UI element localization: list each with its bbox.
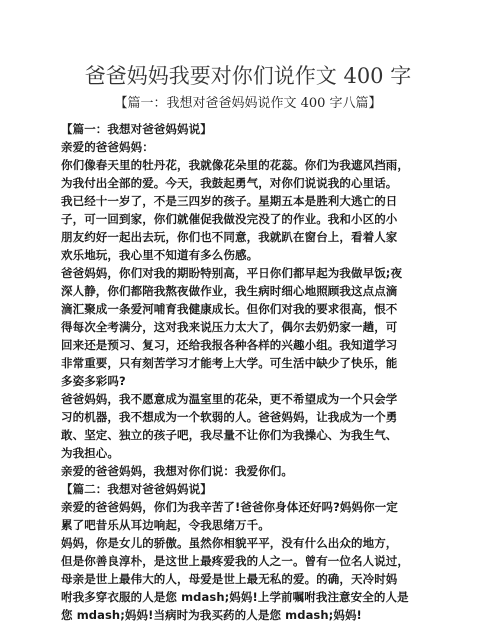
text-line: 【篇二：我想对爸爸妈妈说】 <box>61 482 212 496</box>
text-line: 习的机器，我不想成为一个软弱的人。爸爸妈妈，让我成为一个勇 <box>61 410 398 424</box>
text-line: 子，可一回到家，你们就催促我做没完没了的作业。我和小区的小 <box>61 212 398 226</box>
text-line: 我已经十一岁了，不是三四岁的孩子。星期五本是胜利大逃亡的日 <box>61 194 398 208</box>
text-line: 【篇一：我想对爸爸妈妈说】 <box>61 122 212 136</box>
text-line: 爸爸妈妈，我不愿意成为温室里的花朵，更不希望成为一个只会学 <box>61 392 398 406</box>
article-body <box>61 120 441 624</box>
text-line: 你们像春天里的牡丹花，我就像花朵里的花蕊。你们为我遮风挡雨， <box>61 158 409 172</box>
text-line: 为我付出全部的爱。今天，我鼓起勇气，对你们说说我的心里话。 <box>61 176 398 190</box>
page-subtitle: 【篇一：我想对爸爸妈妈说作文 400 字八篇】 <box>114 96 382 111</box>
text-line: 深人静，你们都陪我熬夜做作业，我生病时细心地照顾我这点点滴 <box>61 284 398 298</box>
text-line: 滴汇聚成一条爱河哺育我健康成长。但你们对我的要求很高，恨不 <box>61 302 398 316</box>
text-line: 母亲是世上最伟大的人，母爱是世上最无私的爱。的确，天冷时妈 <box>61 572 398 586</box>
text-line: 咐我多穿衣服的人是您 mdash;妈妈!上学前嘱咐我注意安全的人是 <box>61 590 409 604</box>
text-line: 回来还是预习、复习，还给我报各种各样的兴趣小组。我知道学习 <box>61 338 398 352</box>
text-line: 您 mdash;妈妈!当病时为我买药的人是您 mdash;妈妈! <box>61 608 362 622</box>
text-line: 得每次全考满分，这对我来说压力太大了，偶尔去奶奶家一趟，可 <box>61 320 398 334</box>
text-line: 敢、坚定、独立的孩子吧，我尽量不让你们为我操心、为我生气、 <box>61 428 398 442</box>
text-line: 但是你善良淳朴，是这世上最疼爱我的人之一。曾有一位名人说过， <box>61 554 409 568</box>
text-line: 亲爱的爸爸妈妈，你们为我辛苦了!爸爸你身体还好吗?妈妈你一定 <box>61 500 398 514</box>
text-line: 累了吧昔乐从耳边响起，令我思绪万千。 <box>61 518 270 532</box>
text-line: 非常重要，只有刻苦学习才能考上大学。可生活中缺少了快乐，能 <box>61 356 398 370</box>
text-line: 亲爱的爸爸妈妈： <box>61 140 154 154</box>
text-line: 为我担心。 <box>61 446 119 460</box>
page-title: 爸爸妈妈我要对你们说作文 400 字 <box>84 64 412 88</box>
text-line: 爸爸妈妈，你们对我的期盼特别高，平日你们都早起为我做早饭;夜 <box>61 266 403 280</box>
text-line: 多姿多彩吗? <box>61 374 126 388</box>
text-line: 妈妈，你是女儿的骄傲。虽然你相貌平平，没有什么出众的地方， <box>61 536 398 550</box>
text-line: 朋友约好一起出去玩，你们也不同意，我就趴在窗台上，看着人家 <box>61 230 398 244</box>
text-line: 欢乐地玩，我心里不知道有多么伤感。 <box>61 248 259 262</box>
text-line: 亲爱的爸爸妈妈，我想对你们说：我爱你们。 <box>61 464 293 478</box>
